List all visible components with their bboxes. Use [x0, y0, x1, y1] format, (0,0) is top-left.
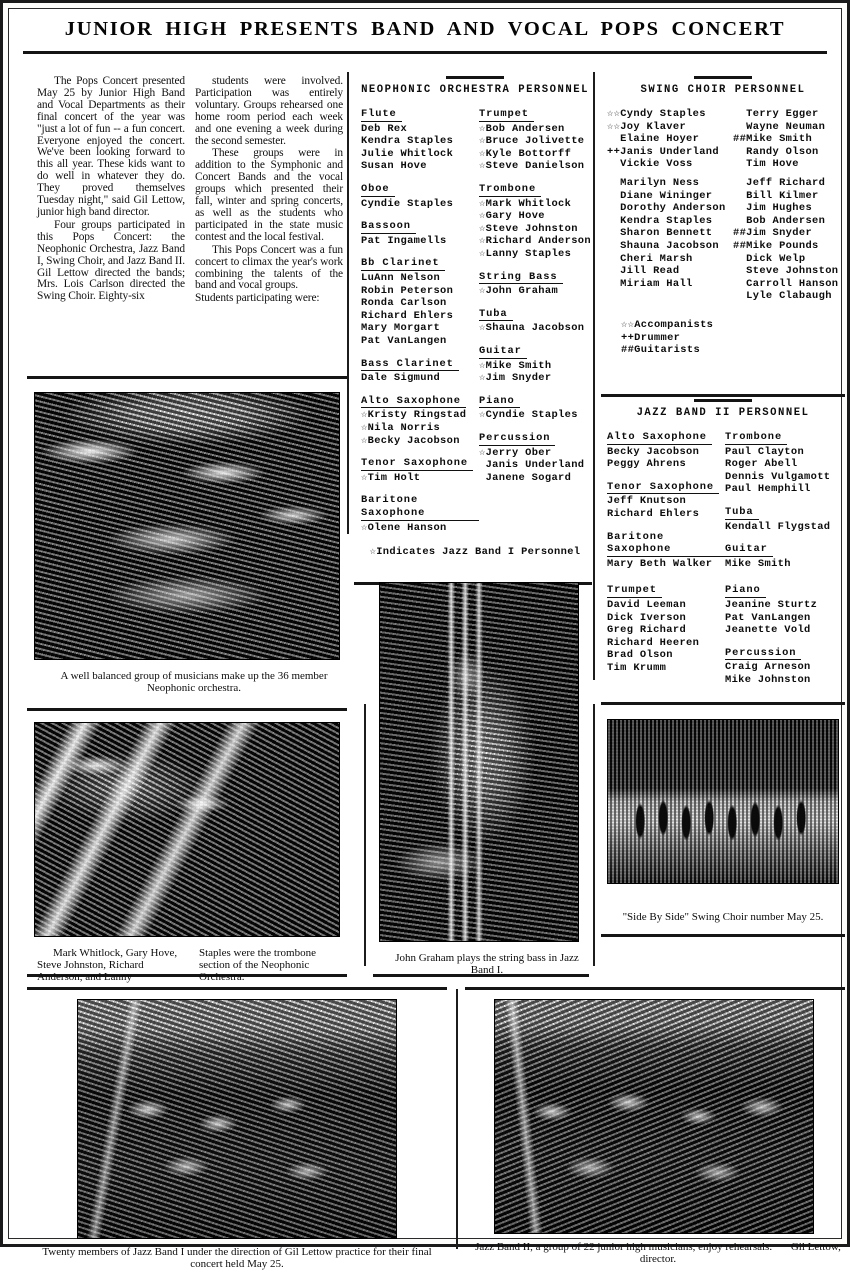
column-divider-2: [593, 72, 595, 680]
member-name: Richard Ehlers: [607, 508, 700, 521]
article-sheet: [9, 54, 841, 1283]
member-name: ☆Richard Anderson: [479, 235, 591, 248]
neophonic-footnote: ☆Indicates Jazz Band I Personnel: [369, 546, 581, 559]
photo-row1-bottom-rule: [27, 708, 347, 711]
section-rule: [446, 76, 504, 79]
instrument-group: [725, 506, 839, 533]
instrument-group: [725, 543, 839, 570]
member-name: ☆Bob Andersen: [479, 122, 565, 135]
photo-figures: [608, 720, 838, 883]
group-name: Trumpet: [607, 584, 662, 598]
swing-choir-column-right: [733, 108, 839, 303]
member-name: ☆Cyndie Staples: [479, 409, 578, 422]
story-paragraph: Four groups participated in this Pops Concert: the Neophonic Orchestra, Jazz Band I, Swing Choir, and Jazz Band II. Gil Lettow directed the bands; Mrs. Lois Carlson directed the Swing Choir. Eighty-six: [37, 218, 185, 303]
member-name: Elaine Hoyer: [607, 133, 700, 146]
member-name: Craig Arneson: [725, 661, 811, 674]
instrument-group: [725, 584, 839, 636]
instrument-group: [479, 308, 589, 335]
member-name: Tim Krumm: [607, 662, 667, 674]
photo-highlights: [35, 723, 339, 936]
member-name: Bob Andersen: [733, 214, 826, 227]
member-name: Dennis Vulgamott: [725, 470, 831, 483]
group-name: Piano: [479, 395, 520, 409]
group-name: Oboe: [361, 183, 395, 197]
member-name: ☆Kristy Ringstad: [361, 409, 467, 422]
group-name: Baritone Saxophone: [607, 531, 725, 557]
caption-text: Jazz Band II, a group of 22 junior high musicians, enjoy rehearsals.: [475, 1241, 773, 1253]
trombone-section-photo: [34, 722, 340, 937]
member-name: ☆Steve Danielson: [479, 160, 585, 173]
member-name: ☆☆Cyndy Staples: [607, 108, 706, 121]
member-name: Peggy Ahrens: [607, 458, 687, 471]
page-masthead: [9, 9, 841, 45]
instrument-group: [607, 531, 725, 571]
member-name: ☆Tim Holt: [361, 471, 421, 484]
swing-photo-bottom-rule: [601, 934, 845, 937]
story-closing-line: Students participating were:: [195, 292, 320, 305]
member-name: ##Mike Smith: [733, 133, 813, 146]
group-name: Bass Clarinet: [361, 358, 459, 372]
jazz-band-i-photo-caption: [37, 1246, 437, 1270]
member-name: Pat VanLangen: [725, 611, 811, 624]
instrument-group: [725, 431, 839, 496]
neophonic-column-right: [479, 108, 589, 544]
member-name: ☆Mike Smith: [479, 359, 552, 372]
story-column-2: [195, 76, 343, 305]
member-name: Diane Wininger: [607, 189, 713, 202]
group-name: Piano: [725, 584, 766, 598]
jazz-band-ii-bottom-rule: [601, 702, 845, 705]
photo-highlights: [380, 583, 578, 941]
caption-text: Staples were the trombone section of the Neophonic Orchestra.: [199, 947, 316, 984]
member-name: David Leeman: [607, 599, 687, 612]
instrument-group: [479, 183, 589, 261]
group-name: Bassoon: [361, 220, 416, 234]
member-name: ☆Kyle Bottorff: [479, 147, 572, 160]
member-name: Dick Iverson: [607, 611, 687, 624]
member-name: Mike Johnston: [725, 674, 811, 686]
neophonic-orchestra-photo: [34, 392, 340, 660]
story-paragraph: The Pops Concert presented May 25 by Junior High Band and Vocal Departments as their final concert of the year was "just a lot of fun -- a fun concert. Everyone enjoyed the concert. We've been looking forward to this all year. These kids want to do well in whatever they do. They proved themselves Tuesday night," said Gil Lettow, junior high band director.: [37, 75, 185, 218]
member-name: Pat Ingamells: [361, 234, 447, 247]
story-bottom-rule: [27, 376, 347, 379]
member-name: Susan Hove: [361, 160, 427, 173]
group-name: Tuba: [479, 308, 513, 322]
member-name: ☆Jim Snyder: [479, 372, 552, 385]
jazz-band-i-photo: [77, 999, 397, 1239]
group-name: Baritone Saxophone: [361, 494, 479, 520]
instrument-group: [479, 395, 589, 422]
swing-choir-photo-caption: [607, 911, 839, 923]
instrument-group: [361, 358, 479, 385]
page-title: JUNIOR HIGH PRESENTS BAND AND VOCAL POPS CONCERT: [64, 18, 786, 40]
swing-choir-bottom-rule: [601, 394, 845, 397]
column-divider-1: [347, 72, 349, 534]
member-name: Becky Jacobson: [607, 445, 700, 458]
group-name: Tenor Saxophone: [361, 457, 473, 471]
member-name: Carroll Hanson: [733, 277, 839, 290]
member-name: Kendall Flygstad: [725, 520, 831, 533]
member-name: Deb Rex: [361, 122, 408, 135]
member-name: Steve Johnston: [733, 265, 839, 278]
caption-text: "Side By Side" Swing Choir number May 25.: [622, 911, 824, 923]
group-name: Alto Saxophone: [607, 431, 712, 445]
legend-guitarists: ##Guitarists: [621, 344, 701, 357]
column-divider-5: [456, 989, 458, 1249]
member-name: Jeanette Vold: [725, 624, 811, 637]
swing-choir-legend: [621, 319, 839, 357]
group-name: Tenor Saxophone: [607, 481, 719, 495]
instrument-group: [361, 108, 479, 173]
member-name: Shauna Jacobson: [607, 240, 719, 253]
member-name: Tim Hove: [733, 158, 799, 171]
member-name: ☆Mark Whitlock: [479, 197, 572, 210]
member-name: Brad Olson: [607, 649, 673, 662]
member-name: Dick Welp: [733, 252, 806, 265]
story-paragraph: This Pops Concert was a fun concert to climax the year's work combining the talents of the band and vocal groups.: [195, 243, 343, 292]
jazz-band-ii-column-left: [607, 431, 725, 697]
member-name: Janene Sogard: [479, 471, 572, 484]
photo-highlights: [35, 393, 339, 659]
photo-row3-top-rule-right: [465, 987, 845, 990]
group-name: Percussion: [479, 432, 555, 446]
group-name: Flute: [361, 108, 402, 122]
member-name: Paul Hemphill: [725, 483, 811, 496]
string-bass-photo: [379, 582, 579, 942]
member-name: Julie Whitlock: [361, 147, 454, 160]
group-name: String Bass: [479, 271, 563, 285]
member-name: ##Mike Pounds: [733, 240, 819, 253]
group-name: Alto Saxophone: [361, 395, 466, 409]
instrument-group: [725, 647, 839, 687]
member-name: Wayne Neuman: [733, 120, 826, 133]
caption-right-column: [199, 947, 347, 984]
photo-highlights: [495, 1000, 813, 1233]
jazz-band-ii-photo: [494, 999, 814, 1234]
section-rule: [694, 399, 752, 402]
member-name: Mary Beth Walker: [607, 557, 713, 570]
member-name: Jill Read: [607, 265, 680, 278]
member-name: Cheri Marsh: [607, 252, 693, 265]
instrument-group: [479, 345, 589, 385]
member-name: LuAnn Nelson: [361, 272, 441, 285]
member-name: Dorothy Anderson: [607, 202, 726, 215]
caption-text: Twenty members of Jazz Band I under the direction of Gil Lettow practice for their final concert held May 25.: [42, 1246, 432, 1271]
jazz-band-ii-section-title: JAZZ BAND II PERSONNEL: [636, 406, 810, 419]
neophonic-orchestra-personnel: [361, 76, 589, 559]
trombone-photo-caption: [37, 947, 347, 984]
member-name: ☆Steve Johnston: [479, 222, 578, 235]
member-name: Kendra Staples: [607, 214, 713, 227]
member-name: ##Jim Snyder: [733, 227, 813, 240]
member-name: ☆Becky Jacobson: [361, 434, 460, 447]
member-name: Richard Heeren: [607, 636, 700, 649]
jazz-band-ii-column-right: [725, 431, 839, 697]
member-name: Jeanine Sturtz: [725, 599, 818, 612]
group-name: Bb Clarinet: [361, 257, 445, 271]
member-name: Janis Underland: [479, 459, 585, 472]
member-name: ☆Olene Hanson: [361, 521, 447, 534]
story-column-1: [37, 76, 185, 305]
member-name: Mary Morgart: [361, 322, 441, 335]
member-name: Dale Sigmund: [361, 372, 441, 385]
member-name: Cyndie Staples: [361, 197, 454, 210]
member-name: Miriam Hall: [607, 277, 693, 290]
member-name: ☆☆Joy Klaver: [607, 120, 687, 133]
member-name: ☆Shauna Jacobson: [479, 322, 585, 335]
member-name: Paul Clayton: [725, 445, 805, 458]
jazz-band-ii-photo-caption: [469, 1241, 847, 1265]
neophonic-photo-caption: [49, 670, 339, 694]
member-name: Lyle Clabaugh: [733, 290, 832, 303]
member-name: Bill Kilmer: [733, 189, 819, 202]
instrument-group: [479, 271, 589, 298]
member-name: Greg Richard: [607, 624, 687, 637]
jazz-band-ii-personnel: [607, 399, 839, 697]
member-name: Pat VanLangen: [361, 335, 447, 347]
member-name: Jeff Richard: [733, 177, 826, 190]
member-name: ☆Bruce Jolivette: [479, 135, 585, 148]
caption-director: Gil Lettow, director.: [639, 1241, 841, 1266]
caption-text: John Graham plays the string bass in Jazz Band I.: [395, 952, 579, 977]
legend-accompanists: ☆☆Accompanists: [621, 319, 714, 331]
instrument-group: [607, 431, 725, 471]
string-bass-photo-caption: [387, 952, 587, 976]
group-name: Percussion: [725, 647, 801, 661]
member-name: Ronda Carlson: [361, 297, 447, 310]
swing-choir-personnel: [607, 76, 839, 357]
instrument-group: [361, 457, 479, 484]
group-name: Guitar: [479, 345, 527, 359]
instrument-group: [607, 584, 725, 674]
legend-drummer: ++Drummer: [621, 331, 681, 344]
member-name: ☆Jerry Ober: [479, 446, 552, 459]
member-name: Jeff Knutson: [607, 495, 687, 508]
member-name: Vickie Voss: [607, 158, 693, 171]
column-divider-4: [364, 704, 366, 966]
member-name: ☆Lanny Staples: [479, 248, 572, 261]
swing-choir-column-left: [607, 108, 733, 303]
instrument-group: [361, 220, 479, 247]
member-name: ☆Gary Hove: [479, 210, 545, 223]
column-divider-3: [593, 704, 595, 966]
story-paragraph: These groups were in addition to the Symphonic and Concert Bands and the vocal groups which presented their fall, winter and spring concerts, as well as the students who participated in the state music contest and the local festival.: [195, 147, 343, 243]
photo-row3-top-rule: [27, 987, 447, 990]
group-name: Guitar: [725, 543, 773, 557]
photo-highlights: [78, 1000, 396, 1238]
member-name: ++Janis Underland: [607, 145, 719, 158]
swing-choir-section-title: SWING CHOIR PERSONNEL: [640, 83, 806, 96]
instrument-group: [479, 432, 589, 484]
section-rule: [694, 76, 752, 79]
member-name: Roger Abell: [725, 458, 798, 471]
instrument-group: [361, 183, 479, 210]
member-name: Randy Olson: [733, 145, 819, 158]
group-name: Trombone: [479, 183, 541, 197]
member-name: Mike Smith: [725, 557, 791, 570]
member-name: Richard Ehlers: [361, 309, 454, 322]
swing-choir-photo: [607, 719, 839, 884]
lead-story: [37, 76, 345, 305]
member-name: Marilyn Ness: [607, 177, 700, 190]
member-name: Terry Egger: [733, 108, 819, 121]
member-name: Robin Peterson: [361, 284, 454, 297]
neophonic-section-title: NEOPHONIC ORCHESTRA PERSONNEL: [361, 83, 589, 96]
member-name: ☆Nila Norris: [361, 421, 441, 434]
caption-text: Mark Whitlock, Gary Hove, Steve Johnston, Richard Anderson, and Lanny: [37, 947, 178, 984]
page-content-area: [8, 8, 842, 1271]
member-name: Kendra Staples: [361, 135, 454, 148]
caption-left-column: [37, 947, 185, 984]
story-paragraph: students were involved. Participation was entirely voluntary. Groups rehearsed one home room period each week and one evening a week during the second semester.: [195, 75, 343, 147]
member-name: Sharon Bennett: [607, 227, 713, 240]
instrument-group: [607, 481, 725, 521]
instrument-group: [361, 395, 479, 447]
group-name: Tuba: [725, 506, 759, 520]
caption-text: A well balanced group of musicians make up the 36 member Neophonic orchestra.: [60, 670, 328, 695]
group-name: Trumpet: [479, 108, 534, 122]
instrument-group: [361, 494, 479, 534]
instrument-group: [479, 108, 589, 173]
neophonic-column-left: [361, 108, 479, 544]
member-name: ☆John Graham: [479, 285, 559, 298]
group-name: Trombone: [725, 431, 787, 445]
instrument-group: [361, 257, 479, 347]
member-name: Jim Hughes: [733, 202, 813, 215]
